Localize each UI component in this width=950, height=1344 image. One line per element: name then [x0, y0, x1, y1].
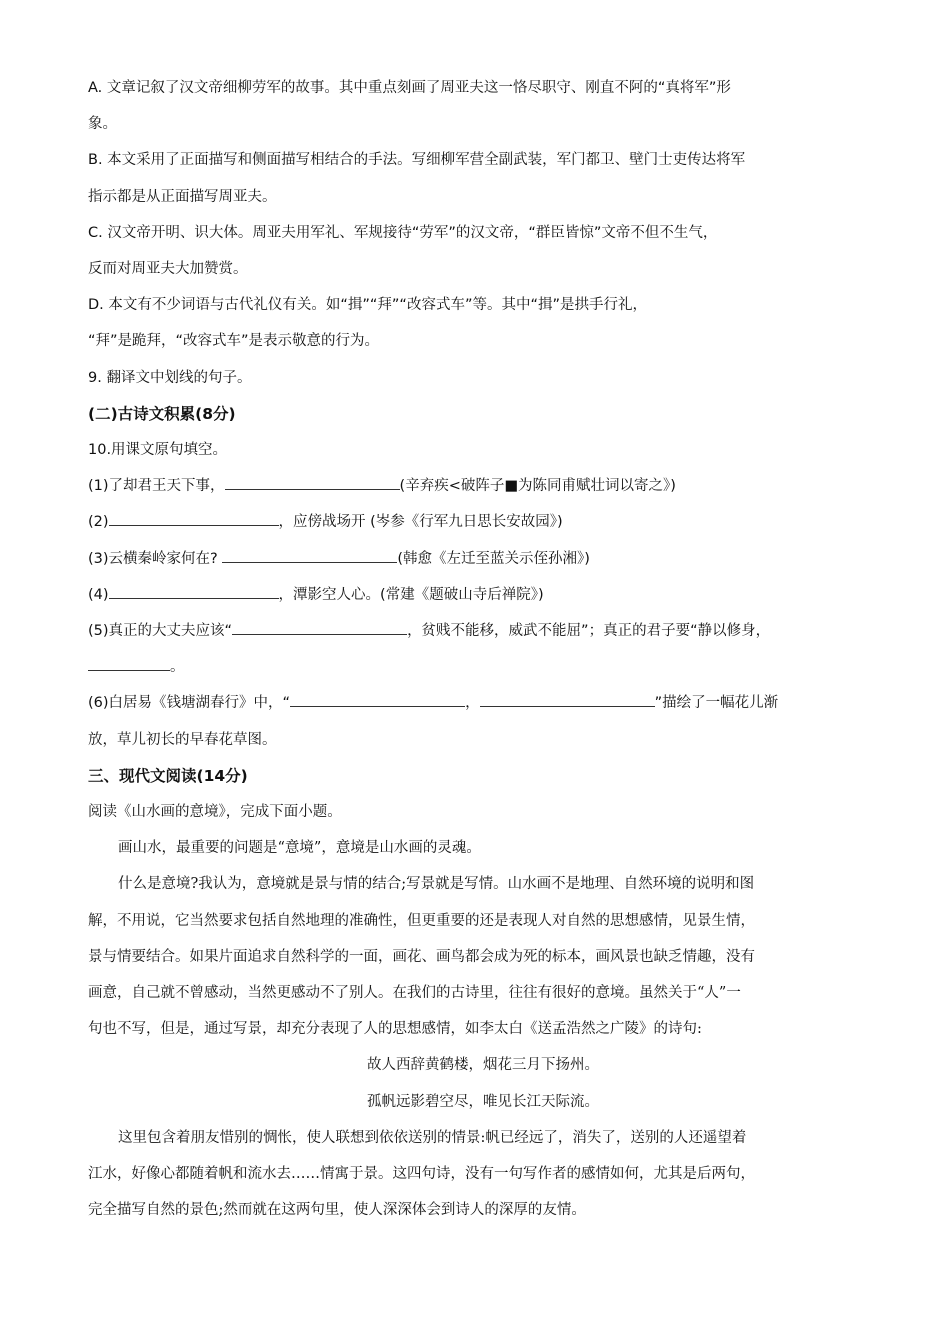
fill-5-blank-2[interactable]: [88, 655, 170, 671]
fill-5: [88, 613, 878, 649]
fill-3-prefix: (3)云横秦岭家何在?: [88, 550, 223, 567]
fill-6-blank-2[interactable]: [480, 691, 655, 707]
fill-4: [88, 577, 878, 613]
poem-line-1: 故人西辞黄鹤楼，烟花三月下扬州。: [367, 1057, 599, 1074]
article-p3-line-1: 这里包含着朋友惜别的惆怅，使人联想到依依送别的情景:帆已经远了，消失了，送别的人还遥望着: [118, 1129, 747, 1146]
fill-1: [88, 468, 878, 504]
option-c-line-1: C. 汉文帝开明、识大体。周亚夫用军礼、军规接待“劳军”的汉文帝，“群臣皆惊”文帝不但不生气，: [88, 224, 718, 241]
fill-4-suffix: ，潭影空人心。(常建《题破山寺后禅院》): [278, 586, 544, 603]
fill-6-blank-1[interactable]: [290, 691, 465, 707]
fill-5-suffix: ，贫贱不能移，威武不能屈”；真正的君子要“静以修身，: [407, 623, 771, 640]
question-9: 9. 翻译文中划线的句子。: [88, 369, 252, 386]
fill-3-blank[interactable]: [222, 547, 397, 563]
fill-4-prefix: (4): [88, 586, 109, 603]
fill-3-suffix: (韩愈《左迁至蓝关示侄孙湘》): [397, 550, 590, 567]
option-c-line-2: 反而对周亚夫大加赞赏。: [88, 261, 248, 278]
article-p2-line-2: 解，不用说，它当然要求包括自然地理的准确性，但更重要的还是表现人对自然的思想感情，见景生情，: [88, 912, 755, 929]
reading-prompt: 阅读《山水画的意境》，完成下面小题。: [88, 804, 342, 821]
section-3-heading: 三、现代文阅读(14分): [88, 766, 248, 785]
option-b-line-1: B. 本文采用了正面描写和侧面描写相结合的手法。写细柳军营全副武装，军门都卫、壁门士吏传达将军: [88, 152, 746, 169]
fill-5-blank-1[interactable]: [232, 619, 407, 635]
question-10: 10.用课文原句填空。: [88, 442, 228, 459]
article-paragraph-1: 画山水，最重要的问题是“意境”，意境是山水画的灵魂。: [118, 840, 481, 857]
fill-3: [88, 541, 878, 577]
fill-5-end: 。: [170, 659, 185, 676]
fill-1-prefix: (1)了却君王天下事，: [88, 478, 225, 495]
option-a-line-2: 象。: [88, 116, 117, 133]
fill-6-suffix: ”描绘了一幅花儿渐: [654, 695, 779, 712]
section-2-heading: (二)古诗文积累(8分): [88, 404, 236, 423]
fill-6-prefix: (6)白居易《钱塘湖春行》中，“: [88, 695, 291, 712]
fill-6: [88, 685, 878, 721]
option-d-line-2: “拜”是跪拜，“改容式车”是表示敬意的行为。: [88, 333, 380, 350]
fill-6-line-2: 放，草儿初长的早春花草图。: [88, 731, 277, 748]
fill-5-prefix: (5)真正的大丈夫应该“: [88, 623, 233, 640]
fill-2: [88, 504, 878, 540]
article-p2-line-3: 景与情要结合。如果片面追求自然科学的一面，画花、画鸟都会成为死的标本，画风景也缺乏情趣，没有: [88, 948, 755, 965]
fill-1-suffix: (辛弃疾<破阵子■为陈同甫赋壮词以寄之》): [399, 478, 676, 495]
fill-6-mid: ，: [465, 695, 480, 712]
poem-line-2: 孤帆远影碧空尽，唯见长江天际流。: [367, 1093, 599, 1110]
article-p3-line-3: 完全描写自然的景色;然而就在这两句里，使人深深体会到诗人的深厚的友情。: [88, 1202, 586, 1219]
option-d-line-1: D. 本文有不少词语与古代礼仪有关。如“揖”“拜”“改容式车”等。其中“揖”是拱手行礼，: [88, 297, 647, 314]
fill-2-prefix: (2): [88, 514, 109, 531]
article-p2-line-4: 画意，自己就不曾感动，当然更感动不了别人。在我们的古诗里，往往有很好的意境。虽然关于“人”一: [88, 985, 741, 1002]
exam-page: [88, 70, 878, 1229]
fill-2-suffix: ，应傍战场开 (岑参《行军九日思长安故园》): [278, 514, 563, 531]
article-p3-line-2: 江水，好像心都随着帆和流水去……情寓于景。这四句诗，没有一句写作者的感情如何，尤其是后两句，: [88, 1166, 755, 1183]
fill-4-blank[interactable]: [109, 583, 279, 599]
article-p2-line-5: 句也不写，但是，通过写景，却充分表现了人的思想感情，如李太白《送孟浩然之广陵》的诗句:: [88, 1021, 702, 1038]
option-b-line-2: 指示都是从正面描写周亚夫。: [88, 188, 277, 205]
article-p2-line-1: 什么是意境?我认为，意境就是景与情的结合;写景就是写情。山水画不是地理、自然环境的说明和图: [118, 876, 755, 893]
fill-2-blank[interactable]: [109, 510, 279, 526]
option-a-line-1: A. 文章记叙了汉文帝细柳劳军的故事。其中重点刻画了周亚夫这一恪尽职守、刚直不阿的“真将军”形: [88, 80, 731, 96]
fill-1-blank[interactable]: [225, 474, 400, 490]
fill-5-line-2: [88, 649, 878, 685]
